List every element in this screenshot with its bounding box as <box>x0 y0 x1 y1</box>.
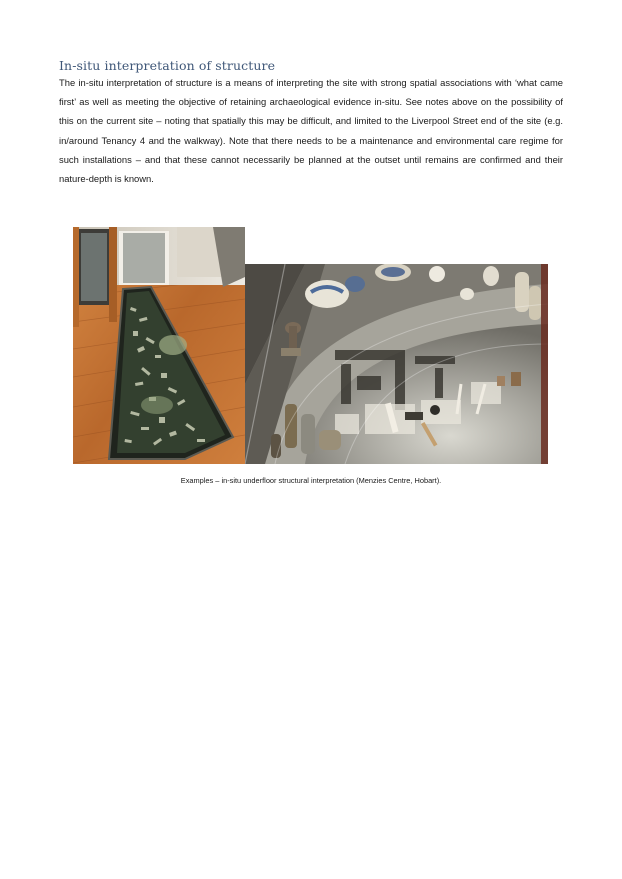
figure-caption: Examples – in-situ underfloor structural interpretation (Menzies Centre, Hobart). <box>180 476 442 485</box>
section-heading: In-situ interpretation of structure <box>59 58 276 73</box>
display-case-photo <box>245 264 548 464</box>
body-paragraph: The in-situ interpretation of structure is a means of interpreting the site with strong spatial associations with ‘what came first’ as well as meeting the objective of retaining archaeological evidence in-situ. See notes above on the possibility of this on the current site – noting that spatially this may be difficult, and limited to the Liverpool Street end of the site (e.g. in/around Tenancy 4 and the walkway). Note that there needs to be a maintenance and environmental care regime for such installations – and that these cannot necessarily be planned at the outset until remains are confirmed and their nature-depth is known. <box>59 77 563 185</box>
glass-floor-photo <box>73 227 245 464</box>
